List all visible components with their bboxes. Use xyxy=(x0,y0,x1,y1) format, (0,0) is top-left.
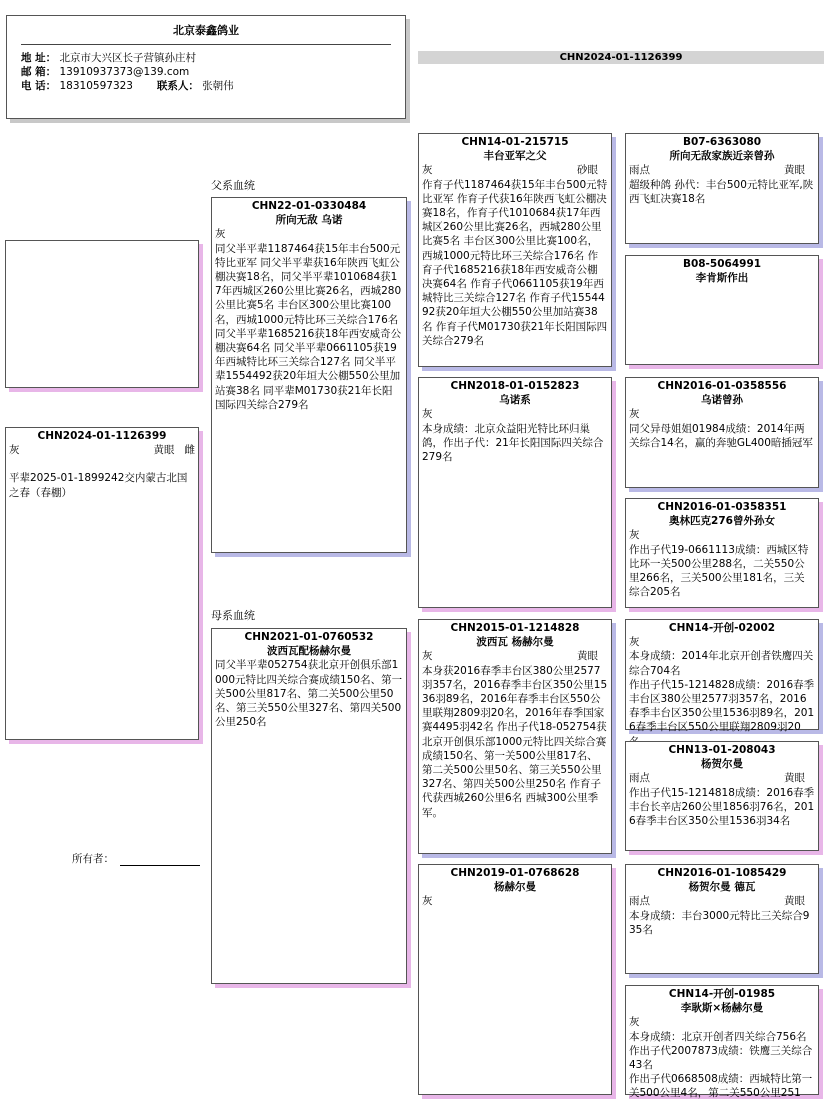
ring-number: CHN14-开创-01985 xyxy=(668,988,776,1000)
maternal-grandfather-card xyxy=(418,619,612,854)
pigeon-name: 丰台亚军之父 xyxy=(483,150,547,163)
phone-label: 电 话： xyxy=(21,80,57,92)
description: 同父半平辈1187464获15年丰台500元特比亚军 同父半平辈获16年陕西飞虹公棚决赛18名，同父半平辈1010684获17年西城区260公里比赛26名，西城280公里比赛5名 丰台区300公里比赛100名，西城1000元特比环三关综合176名 同父半平辈1685216获18年西安威奇公棚决赛64名 同父半平辈0661105获19年西城特比环三关综合127名 同父半平辈1554492获20年垣大公棚550公里加站赛38名 同平辈M01730获21年长阳国际四关综合279名 xyxy=(215,242,402,411)
owner-field xyxy=(72,851,200,866)
color: 灰 xyxy=(9,444,20,457)
description: 超级种鸽 孙代：丰台500元特比亚军,陕西飞虹决赛18名 xyxy=(629,178,814,205)
color-eye-row xyxy=(215,227,403,241)
color: 雨点 xyxy=(629,772,650,785)
ring-number: CHN2024-01-1126399 xyxy=(37,430,167,442)
ring-number: CHN2021-01-0760532 xyxy=(244,631,374,643)
ring-number: CHN2019-01-0768628 xyxy=(450,867,580,879)
email-value: 13910937373@139.com xyxy=(59,66,190,78)
eye: 黄眼 xyxy=(784,164,805,177)
breeder-name: 北京泰鑫鸽业 xyxy=(21,22,391,45)
pigeon-name: 杨贺尔曼 德瓦 xyxy=(688,881,756,894)
eye: 黄眼 xyxy=(577,650,598,663)
pigeon-name: 所向无敌家族近亲曾孙 xyxy=(669,150,775,163)
color: 灰 xyxy=(422,164,433,177)
pigeon-name: 奥林匹克276曾外孙女 xyxy=(669,515,775,528)
contact-value: 张朝伟 xyxy=(202,80,234,92)
breeder-phone-row xyxy=(21,79,391,93)
color-eye-row xyxy=(422,649,608,663)
description: 本身成绩：丰台3000元特比三关综合935名 xyxy=(629,909,810,936)
color-eye-row xyxy=(629,528,815,542)
great-grandmother-fm-card xyxy=(625,255,819,365)
maternal-grandmother-card xyxy=(418,864,612,1095)
pigeon-name: 杨贺尔曼 xyxy=(701,758,743,771)
description: 作育子代1187464获15年丰台500元特比亚军 作育子代获16年陕西飞虹公棚决赛18名，作育子代1010684获17年西城区260公里比赛26名，西城280公里比赛5名 丰台区300公里比赛100名，西城1000元特比环三关综合176名 作育子代1685216获18年西安威奇公棚决赛64名 作育子代0661105获19年西城特比三关综合127名 作育子代1554492获20年垣大公棚550公里加站赛38名 作育子代M01730获21年长阳国际四关综合279名 xyxy=(422,178,608,347)
description: 本身成绩：2014年北京开创者铁鹰四关综合704名 作出子代15-1214828成绩：2016春季丰台区380公里2577羽357名，2016春季丰台区350公里1536羽89名，2016春季丰台区550公里联翔2809羽20 xyxy=(629,650,815,734)
great-grandfather-mf-card xyxy=(625,377,819,488)
color: 灰 xyxy=(422,650,433,663)
color: 灰 xyxy=(629,636,640,649)
great-grandfather-ff-card xyxy=(625,133,819,244)
eye: 黄眼 xyxy=(784,895,805,908)
color-eye-row xyxy=(629,163,815,177)
ring-number: CHN14-01-215715 xyxy=(461,136,569,148)
father-card xyxy=(211,197,407,553)
ring-number: CHN14-开创-02002 xyxy=(668,622,776,634)
description: 本身获2016春季丰台区380公里2577羽357名，2016春季丰台区350公里1536羽89名，2016年春季丰台区550公里联翔2809羽20名，2016年春季国家赛4495羽42名 作出子代18-052754获北京开创俱乐部1000元特比四关综合赛成绩150名、第一关500公里817名、第二关500公里50名、第三关550公里327名、第四关500公里250名 作育子代获西城260公里6名 西城300公里季军。 xyxy=(422,664,608,819)
pigeon-name: 乌诺系 xyxy=(499,394,531,407)
color-eye-row xyxy=(9,443,195,457)
header-ring-number: CHN2024-01-1126399 xyxy=(418,51,824,64)
pigeon-name: 波西瓦 杨赫尔曼 xyxy=(476,636,554,649)
color-eye-row xyxy=(629,1015,815,1029)
color: 灰 xyxy=(629,529,640,542)
paternal-grandmother-card xyxy=(418,377,612,608)
contact-label: 联系人： xyxy=(156,80,199,92)
ring-number: CHN2018-01-0152823 xyxy=(450,380,580,392)
email-label: 邮 箱： xyxy=(21,66,57,78)
color: 灰 xyxy=(629,408,640,421)
description: 作出子代15-1214818成绩：2016春季丰台长辛店260公里1856羽76名，2016春季丰台区350公里1536羽34名 xyxy=(629,786,815,828)
color: 灰 xyxy=(215,228,226,241)
phone-value: 18310597323 xyxy=(59,80,133,92)
color-eye-row xyxy=(422,163,608,177)
color-eye-row xyxy=(422,894,608,908)
color-eye-row xyxy=(629,894,815,908)
pigeon-name: 杨赫尔曼 xyxy=(494,881,536,894)
color: 雨点 xyxy=(629,895,650,908)
color: 灰 xyxy=(422,895,433,908)
great-grandmother-mmm-card xyxy=(625,985,819,1100)
mother-section-label: 母系血统 xyxy=(211,609,255,622)
address-label: 地 址： xyxy=(21,52,57,64)
color: 灰 xyxy=(422,408,433,421)
description: 本身成绩：北京众益阳光特比环归巢鸽，作出子代：21年长阳国际四关综合279名 xyxy=(422,422,604,464)
sex: 雌 xyxy=(184,444,195,457)
pigeon-name: 波西瓦配杨赫尔曼 xyxy=(267,645,351,658)
ring-number: CHN13-01-208043 xyxy=(668,744,776,756)
eye: 黄眼 xyxy=(784,772,805,785)
pigeon-photo-frame xyxy=(5,240,199,388)
breeder-info-box xyxy=(6,15,406,119)
paternal-grandfather-card xyxy=(418,133,612,367)
color: 雨点 xyxy=(629,164,650,177)
color: 灰 xyxy=(629,1016,640,1029)
subject-pigeon-card xyxy=(5,427,199,740)
great-grandmother-mm-card xyxy=(625,498,819,608)
mother-card xyxy=(211,628,407,984)
color-eye-row xyxy=(422,407,608,421)
description: 平辈2025-01-1899242交内蒙古北国之春（春棚） xyxy=(9,472,188,499)
description: 本身成绩：北京开创者四关综合756名 作出子代2007873成绩：铁鹰三关综合43名 作出子代0668508成绩：西城特比第一关500公里4名，第二关550公里251 xyxy=(629,1030,813,1100)
breeder-email-row xyxy=(21,65,391,79)
pigeon-name: 所向无敌 乌诺 xyxy=(275,214,343,227)
breeder-address-row xyxy=(21,51,391,65)
pigeon-name: 李耿斯×杨赫尔曼 xyxy=(680,1002,764,1015)
father-section-label: 父系血统 xyxy=(211,179,255,192)
eye: 黄眼 xyxy=(153,444,175,457)
description: 同父异母姐姐01984成绩：2014年两关综合14名，赢的奔驰GL400暗插冠军 xyxy=(629,422,813,449)
color-eye-row xyxy=(629,771,815,785)
color-eye-row xyxy=(629,635,815,649)
pigeon-name: 李肯斯作出 xyxy=(695,272,749,285)
owner-label: 所有者： xyxy=(72,853,114,865)
ring-number: CHN2016-01-1085429 xyxy=(657,867,787,879)
ring-number: CHN22-01-0330484 xyxy=(251,200,367,212)
ring-number: CHN2016-01-0358351 xyxy=(657,501,787,513)
owner-signature-line xyxy=(120,865,200,866)
color-eye-row xyxy=(629,407,815,421)
ring-number: B08-5064991 xyxy=(682,258,762,270)
great-grandfather-mmf-card xyxy=(625,864,819,974)
ring-number: CHN2015-01-1214828 xyxy=(450,622,580,634)
ring-number: B07-6363080 xyxy=(682,136,762,148)
eye: 砂眼 xyxy=(577,164,598,177)
great-grandmother-mfm-card xyxy=(625,741,819,851)
address-value: 北京市大兴区长子营镇孙庄村 xyxy=(59,52,196,64)
description: 作出子代19-0661113成绩：西城区特比环一关500公里288名，二关550公里266名，三关500公里181名，三关综合205名 xyxy=(629,543,809,599)
description: 同父半平辈052754获北京开创俱乐部1000元特比四关综合赛成绩150名、第一关500公里817名、第二关500公里50名、第三关550公里327名、第四关500公里250名 xyxy=(215,659,403,729)
ring-number: CHN2016-01-0358556 xyxy=(657,380,787,392)
pigeon-name: 乌诺曾孙 xyxy=(701,394,743,407)
great-grandfather-mff-card xyxy=(625,619,819,734)
